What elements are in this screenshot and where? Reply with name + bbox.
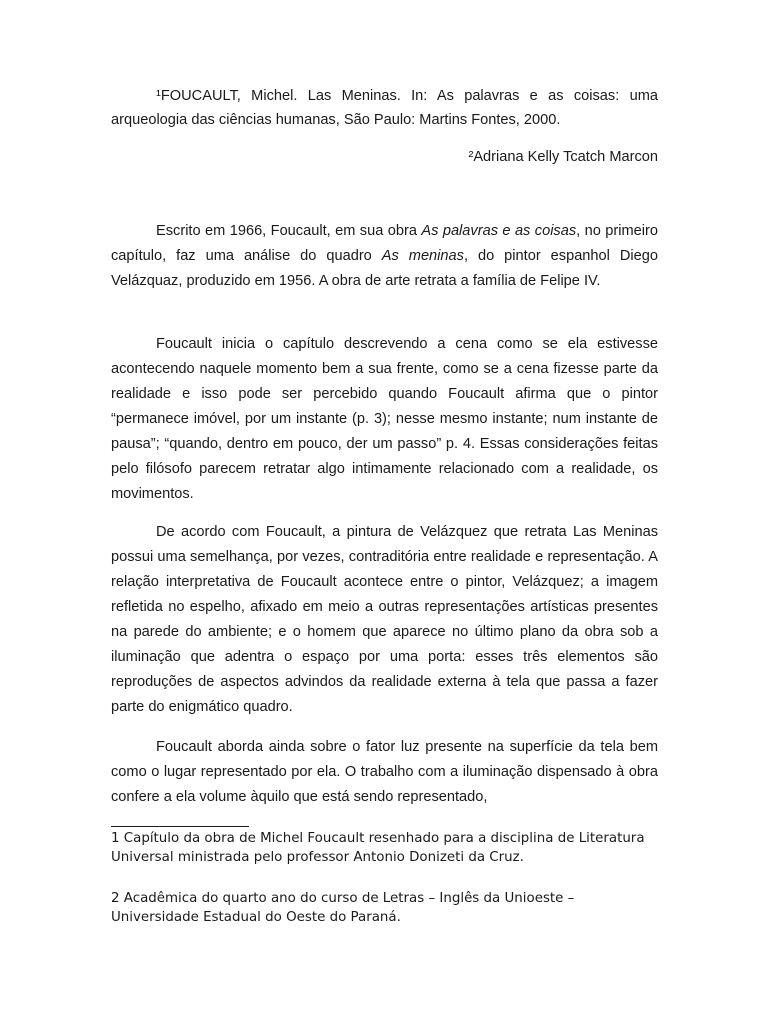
paragraph-2: Foucault inicia o capítulo descrevendo a cena como se ela estivesse acontecendo naquele momento bem a sua frente, como se a cena fizesse parte da realidade e isso pode ser percebido quando Foucault afirma que o pintor “permanece imóvel, por um instante (p. 3); nesse mesmo instante; num instante de pausa”; “quando, dentro em pouco, der um passo” p. 4. Essas considerações feitas pelo filósofo parecem retratar algo intimamente relacionado com a realidade, os movimentos. [111,336,658,502]
footnote-divider [111,826,249,827]
painting-title-emphasis: As meninas [381,248,464,264]
footnote-2: 2 Acadêmica do quarto ano do curso de Letras – Inglês da Unioeste – Universidade Estadual do Oeste do Paraná. [111,891,575,925]
paragraph-1-text-c: , do pintor espanhol Diego Velázquaz, produzido em 1956. A obra de arte retrata a família de Felipe IV. [111,248,658,289]
bibliographic-reference: ¹FOUCAULT, Michel. Las Meninas. In: As palavras e as coisas: uma arqueologia das ciências humanas, São Paulo: Martins Fontes, 2000. [111,88,658,128]
paragraph-1 [111,219,658,294]
footnote-1: 1 Capítulo da obra de Michel Foucault resenhado para a disciplina de Literatura Universal ministrada pelo professor Antonio Donizeti da Cruz. [111,831,645,865]
author-name: ²Adriana Kelly Tcatch Marcon [468,149,658,165]
paragraph-1-text-b: , no primeiro capítulo, faz uma análise do quadro [111,223,658,264]
paragraph-4: Foucault aborda ainda sobre o fator luz presente na superfície da tela bem como o lugar representado por ela. O trabalho com a iluminação dispensado à obra confere a ela volume àquilo que está sendo representado, [111,739,658,805]
book-title-emphasis: As palavras e as coisas [421,223,577,239]
paragraph-3: De acordo com Foucault, a pintura de Velázquez que retrata Las Meninas possui uma semelhança, por vezes, contraditória entre realidade e representação. A relação interpretativa de Foucault acontece entre o pintor, Velázquez; a imagem refletida no espelho, afixado em meio a outras representações artísticas presentes na parede do ambiente; e o homem que aparece no último plano da obra sob a iluminação que adentra o espaço por uma porta: esses três elementos são reproduções de aspectos advindos da realidade externa à tela que passa a fazer parte do enigmático quadro. [111,524,658,715]
paragraph-1-text-a: Escrito em 1966, Foucault, em sua obra [156,223,422,239]
